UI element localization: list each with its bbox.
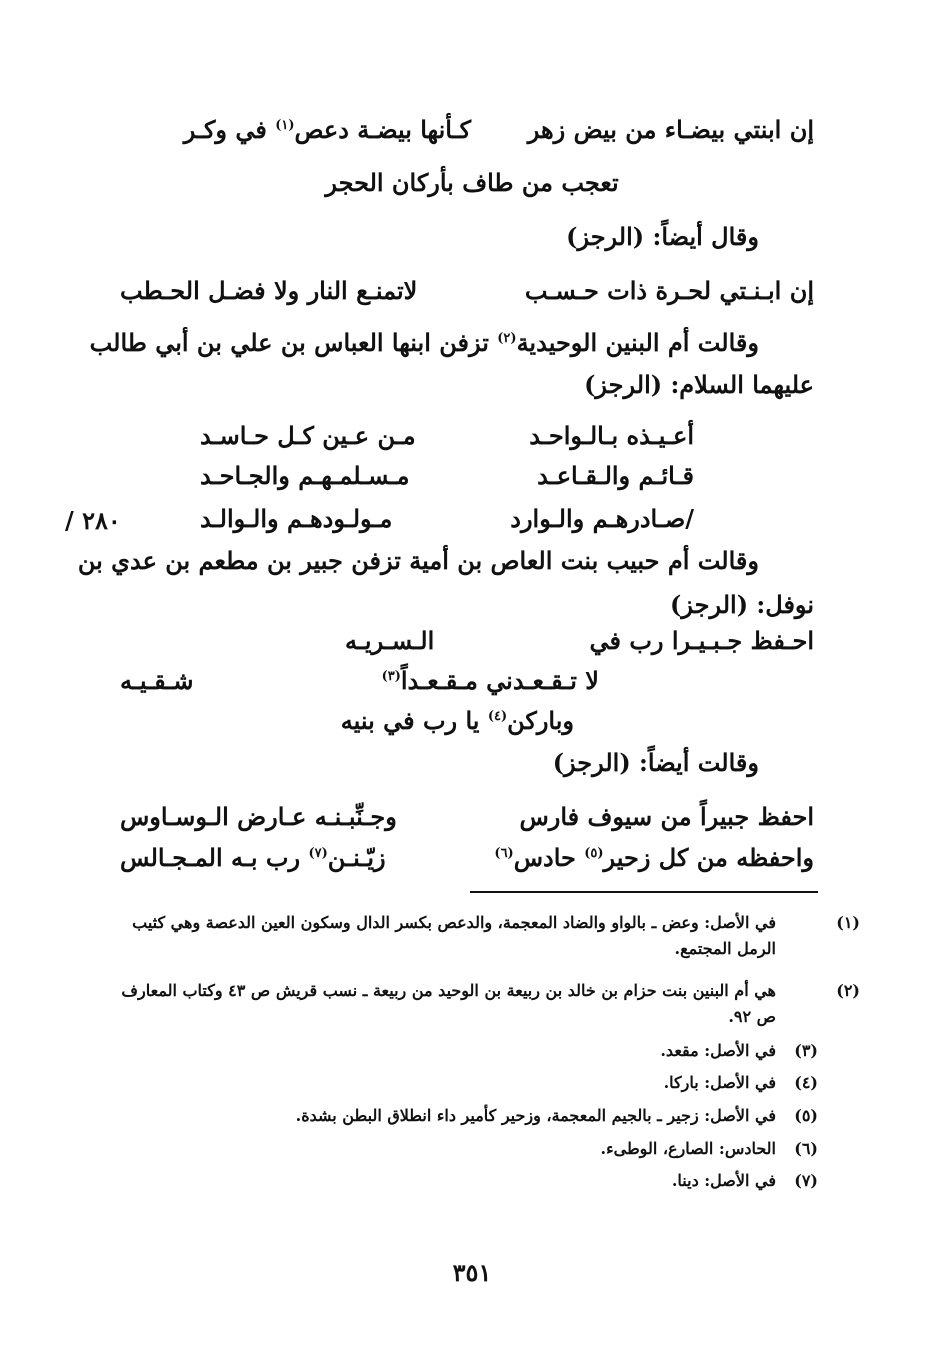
verse-4-first-hemistich: إن ابـنـتي لحـرة ذات حـسـب bbox=[524, 276, 814, 305]
footnote-text: في الأصل: زجير ـ بالجيم المعجمة، وزحير كأمير داء انطلاق البطن بشدة. bbox=[295, 1106, 776, 1125]
verse-7-second-hemistich: مـن عـين كـل حـاسـد bbox=[200, 421, 416, 450]
verse-14-part-a: وباركن bbox=[507, 706, 574, 735]
verse-13-first-hemistich bbox=[382, 666, 599, 696]
verse-17-part-c: زيّـنـن bbox=[327, 843, 386, 872]
footnote-text: في الأصل: دينا. bbox=[671, 1171, 776, 1190]
meter-heading-2: وقالت أيضاً: (الرجز) bbox=[552, 748, 759, 777]
footnote-6 bbox=[118, 1136, 818, 1162]
footnote-number: (٥) bbox=[794, 1106, 818, 1125]
footnote-ref-1: (١) bbox=[275, 118, 295, 133]
footnote-number: (٢) bbox=[836, 981, 860, 1000]
footnote-number: (٦) bbox=[794, 1139, 818, 1158]
footnote-ref-6: (٦) bbox=[494, 846, 514, 861]
prose-5-part-b: تزفن ابنها العباس بن علي بن أبي طالب bbox=[89, 328, 489, 357]
footnote-text: الحادس: الصارع، الوطىء. bbox=[600, 1139, 776, 1158]
verse-line-14 bbox=[341, 706, 574, 736]
verse-1-first-hemistich: إن ابنتي بيضـاء من بيض زهر bbox=[527, 115, 814, 144]
verse-16-second-hemistich: وجـنِّبـنـه عـارض الـوسـاوس bbox=[120, 802, 397, 831]
verse-4-second-hemistich: لاتمنـع النار ولا فضـل الحـطب bbox=[120, 276, 418, 305]
verse-17-part-b: حادس bbox=[513, 843, 576, 872]
footnote-4 bbox=[118, 1070, 818, 1096]
footnote-number: (٣) bbox=[794, 1041, 818, 1060]
footnote-ref-5: (٥) bbox=[584, 846, 604, 861]
footnote-3 bbox=[118, 1038, 818, 1064]
footnote-text: في الأصل: باركا. bbox=[663, 1073, 776, 1092]
footnote-1 bbox=[118, 910, 860, 962]
footnote-2 bbox=[118, 978, 860, 1030]
verse-13-text: لا تـقـعـدني مـقـعـداً bbox=[400, 666, 599, 695]
meter-heading-1: وقال أيضاً: (الرجز) bbox=[566, 222, 759, 251]
verse-1-tail: في وكـر bbox=[183, 115, 267, 144]
prose-5-part-a: وقالت أم البنين الوحيدية bbox=[516, 328, 759, 357]
prose-line-5 bbox=[90, 328, 759, 358]
verse-17-part-a: واحفظه من كل زحير bbox=[603, 843, 814, 872]
footnote-ref-2: (٢) bbox=[497, 331, 517, 346]
prose-line-10: وقالت أم حبيب بنت العاص بن أمية تزفن جبير بن مطعم بن عدي بن bbox=[77, 546, 759, 575]
verse-17-part-d: رب بـه المـجـالس bbox=[120, 843, 301, 872]
footnote-text: هي أم البنين بنت حزام بن خالد بن ربيعة بن الوحيد من ربيعة ـ نسب قريش ص ٤٣ وكتاب المعارف ص ٩٢. bbox=[121, 981, 776, 1026]
verse-17-second-hemistich bbox=[120, 843, 386, 873]
footnote-ref-3: (٣) bbox=[381, 669, 401, 684]
footnote-7 bbox=[118, 1168, 818, 1194]
footnote-ref-7: (٧) bbox=[308, 846, 328, 861]
footnote-text: في الأصل: وعض ـ بالواو والضاد المعجمة، والدعص بكسر الدال وسكون العين الدعصة وهي كثيب الرمل المجتمع. bbox=[132, 913, 776, 958]
verse-line-1 bbox=[184, 115, 814, 145]
verse-9-first-hemistich: /صـادرهـم والـوارد bbox=[510, 504, 694, 533]
verse-1-second-hemistich: كـأنها بيضـة دعص bbox=[294, 115, 472, 144]
verse-12-second-hemistich: الـسـريـه bbox=[345, 626, 435, 655]
footnote-number: (١) bbox=[836, 913, 860, 932]
verse-9-second-hemistich: مـولـودهـم والـوالـد bbox=[200, 504, 393, 533]
footnote-number: (٤) bbox=[794, 1073, 818, 1092]
verse-16-first-hemistich: احفظ جبيراً من سيوف فارس bbox=[519, 802, 814, 831]
verse-line-2: تعجب من طاف بأركان الحجر bbox=[325, 168, 619, 197]
verse-14-part-b: يا رب في بنيه bbox=[340, 706, 480, 735]
manuscript-folio-marker: ٢٨٠ / bbox=[65, 506, 121, 535]
page-number: ٣٥١ bbox=[452, 1258, 492, 1287]
footnote-text: في الأصل: مقعد. bbox=[660, 1041, 776, 1060]
verse-17-first-hemistich bbox=[494, 843, 814, 873]
verse-8-first-hemistich: قـائـم والـقـاعـد bbox=[537, 461, 694, 490]
prose-line-11: نوفل: (الرجز) bbox=[670, 590, 814, 619]
verse-7-first-hemistich: أعـيـذه بـالـواحـد bbox=[529, 421, 694, 450]
prose-line-6: عليهما السلام: (الرجز) bbox=[584, 370, 814, 399]
footnote-separator bbox=[470, 891, 818, 893]
footnote-ref-4: (٤) bbox=[487, 709, 508, 724]
verse-12-first-hemistich: احـفظ جـبـيـرا رب في bbox=[589, 626, 814, 655]
verse-8-second-hemistich: مـسـلمـهـم والجـاحـد bbox=[200, 461, 410, 490]
footnote-5 bbox=[118, 1103, 818, 1129]
footnote-number: (٧) bbox=[794, 1171, 818, 1190]
verse-13-second-hemistich: شـقـيـه bbox=[120, 666, 194, 695]
